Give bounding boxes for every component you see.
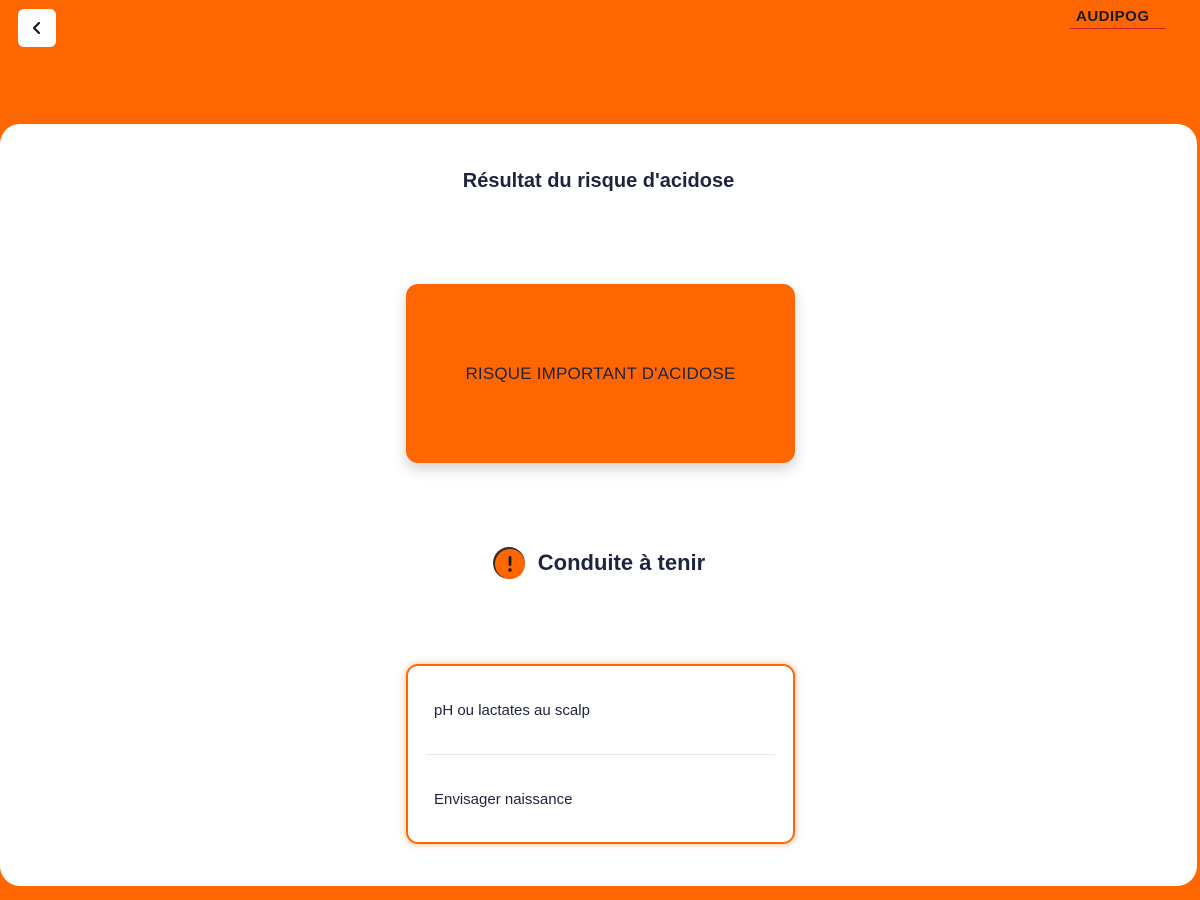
back-button[interactable]	[18, 9, 56, 47]
warning-icon	[492, 546, 526, 580]
action-label: pH ou lactates au scalp	[434, 701, 590, 719]
brand-name: AUDIPOG	[1076, 8, 1150, 25]
main-card	[0, 124, 1197, 886]
conduct-heading	[0, 546, 1197, 580]
brand-underline	[1070, 28, 1166, 29]
risk-result-label: RISQUE IMPORTANT D'ACIDOSE	[465, 363, 736, 383]
brand-logo	[1070, 8, 1166, 32]
list-item[interactable]	[408, 666, 793, 754]
page-title: Résultat du risque d'acidose	[462, 170, 735, 192]
risk-result-box	[406, 284, 795, 463]
list-item[interactable]	[408, 755, 793, 843]
chevron-left-icon	[30, 21, 44, 35]
conduct-title: Conduite à tenir	[537, 550, 706, 575]
actions-list	[406, 664, 795, 844]
action-label: Envisager naissance	[434, 790, 573, 808]
